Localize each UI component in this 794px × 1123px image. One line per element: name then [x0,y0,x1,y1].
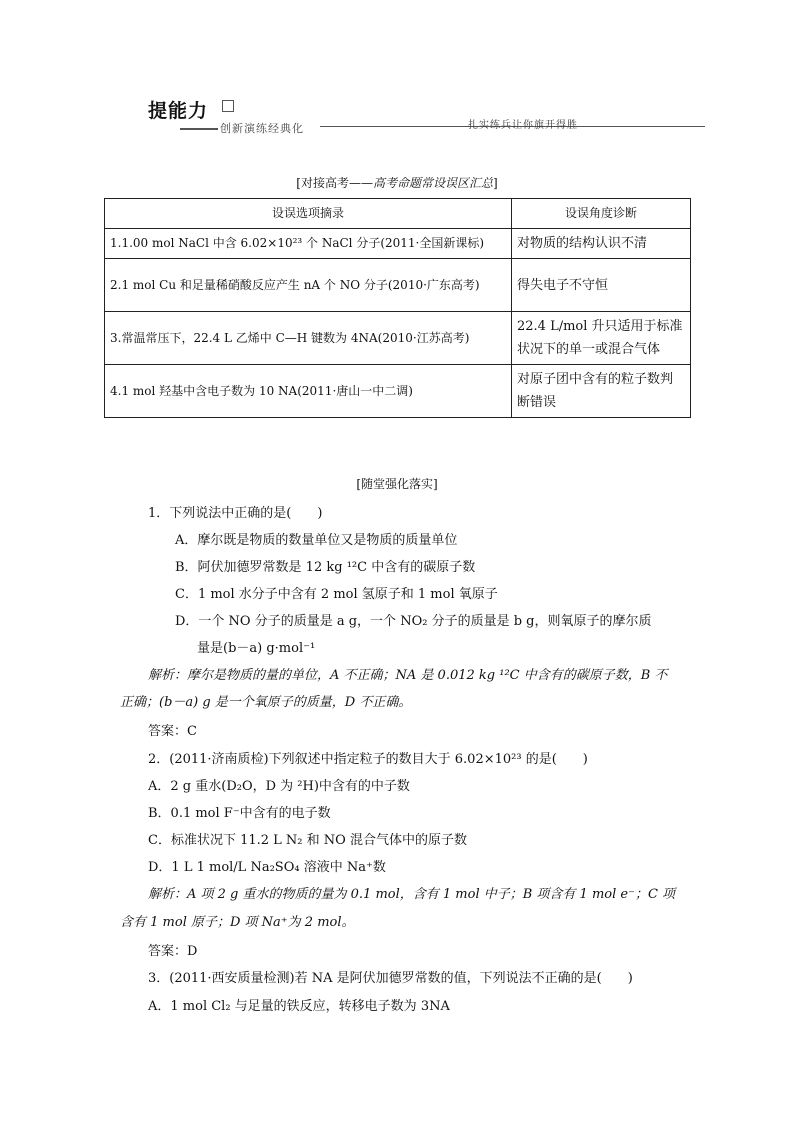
error-summary-table [104,198,691,418]
section1-title-italic: 高考命题常设误区汇总 [372,176,493,190]
question-2-analysis-cont: 含有 1 mol 原子；D 项 Na⁺为 2 mol。 [120,915,355,930]
header-logo-subtitle: 创新演练经典化 [220,122,304,135]
table-row [105,229,691,259]
table-header-row [105,199,691,229]
header-logo-box-icon [222,100,234,112]
question-1-option-b: B．阿伏加德罗常数是 12 kg ¹²C 中含有的碳原子数 [175,560,476,575]
question-1-option-c: C．1 mol 水分子中含有 2 mol 氢原子和 1 mol 氧原子 [175,587,498,602]
question-2-option-c: C．标准状况下 11.2 L N₂ 和 NO 混合气体中的原子数 [148,833,467,848]
table-row [105,312,691,365]
question-2-option-d: D．1 L 1 mol/L Na₂SO₄ 溶液中 Na⁺数 [148,860,386,875]
question-1-option-a: A．摩尔既是物质的数量单位又是物质的质量单位 [175,533,458,548]
header-short-rule [180,128,218,130]
table-cell-excerpt: 4.1 mol 羟基中含电子数为 10 NA(2011·唐山一中二调) [105,365,512,418]
header-logo-title: 提能力 [148,100,209,122]
table-row [105,259,691,312]
section2-title: [随堂强化落实] [356,477,438,491]
question-3-stem: 3．(2011·西安质量检测)若 NA 是阿伏加德罗常数的值，下列说法不正确的是( ) [148,971,633,986]
question-2-option-a: A．2 g 重水(D₂O，D 为 ²H)中含有的中子数 [148,779,410,794]
header-slogan: 扎实练兵让你旗开得胜 [468,120,578,131]
table-cell-diagnosis: 22.4 L/mol 升只适用于标准状况下的单一或混合气体 [512,312,691,365]
table-header-cell: 设误选项摘录 [105,199,512,229]
table-header-cell: 设误角度诊断 [512,199,691,229]
question-2-answer: 答案：D [148,944,198,959]
table-cell-excerpt: 2.1 mol Cu 和足量稀硝酸反应产生 nA 个 NO 分子(2010·广东高考) [105,259,512,312]
table-cell-diagnosis: 对物质的结构认识不清 [512,229,691,259]
question-1-analysis: 解析：摩尔是物质的量的单位，A 不正确；NA 是 0.012 kg ¹²C 中含有的碳原子数，B 不 [148,668,668,683]
question-1-option-d-cont: 量是(b－a) g·mol⁻¹ [197,641,316,656]
table-cell-diagnosis: 得失电子不守恒 [512,259,691,312]
table-cell-diagnosis: 对原子团中含有的粒子数判断错误 [512,365,691,418]
table-cell-excerpt: 3.常温常压下，22.4 L 乙烯中 C—H 键数为 4NA(2010·江苏高考) [105,312,512,365]
question-1-answer: 答案：C [148,724,197,739]
table-row [105,365,691,418]
table-cell-excerpt: 1.1.00 mol NaCl 中含 6.02×10²³ 个 NaCl 分子(2011·全国新课标) [105,229,512,259]
question-2-option-b: B．0.1 mol F⁻中含有的电子数 [148,806,331,821]
question-3-option-a: A．1 mol Cl₂ 与足量的铁反应，转移电子数为 3NA [148,999,450,1014]
question-1-stem: 1．下列说法中正确的是( ) [148,506,323,521]
section1-title: [对接高考——高考命题常设误区汇总] [296,176,498,190]
question-2-stem: 2．(2011·济南质检)下列叙述中指定粒子的数目大于 6.02×10²³ 的是( ) [148,752,588,767]
page-header [140,94,710,138]
question-1-option-d: D．一个 NO 分子的质量是 a g，一个 NO₂ 分子的质量是 b g，则氧原子的摩尔质 [175,614,652,629]
question-2-analysis: 解析：A 项 2 g 重水的物质的量为 0.1 mol，含有 1 mol 中子；B 项含有 1 mol e⁻；C 项 [148,887,676,902]
question-1-analysis-cont: 正确；(b－a) g 是一个氧原子的质量，D 不正确。 [120,695,412,710]
